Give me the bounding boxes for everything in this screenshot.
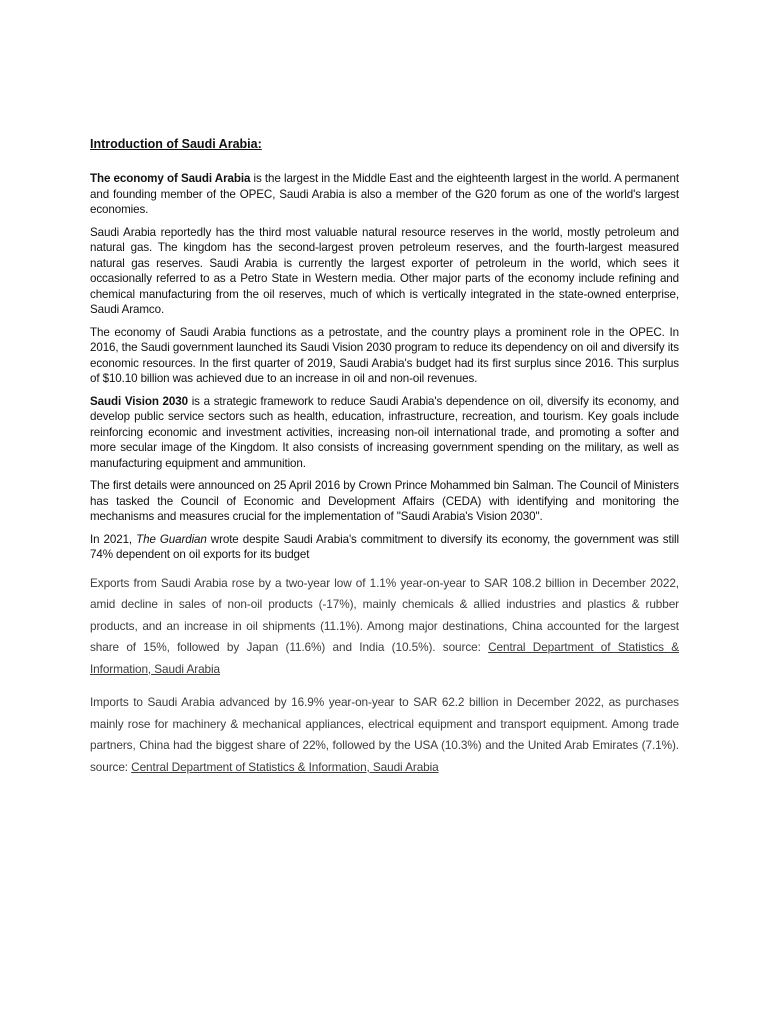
paragraph-natural-resources: Saudi Arabia reportedly has the third most valuable natural resource reserves in the world, mostly petroleum and natural gas. The kingdom has the second-largest proven petroleum reserves, and the fourth-largest measured natural gas reserves. Saudi Arabia is currently the largest exporter of petroleum in the world, which sees it occasionally referred to as a Petro State in Western media. Other major parts of the economy include refining and chemical manufacturing from the oil reserves, much of which is vertically integrated in the state-owned enterprise, Saudi Aramco. xyxy=(90,225,679,316)
source-link-imports[interactable]: Central Department of Statistics & Information, Saudi Arabia xyxy=(131,759,439,774)
paragraph-lead-bold: Saudi Vision 2030 xyxy=(90,394,188,408)
source-link-exports[interactable]: Central Department of Statistics & Information, Saudi Arabia xyxy=(90,640,680,676)
paragraph-text: wrote despite Saudi Arabia's commitment to diversify its economy, the government was still 74% dependent on oil exports for its budget xyxy=(90,532,679,561)
publication-name: The Guardian xyxy=(136,532,207,546)
paragraph-text: is a strategic framework to reduce Saudi Arabia's dependence on oil, diversify its economy, and develop public service sectors such as health, education, infrastructure, recreation, and tourism. Key goals include reinforcing economic and investment activities, increasing non-oil international trade, and promoting a softer and more secular image of the Kingdom. It also consists of increasing government spending on the military, as well as manufacturing equipment and ammunition. xyxy=(90,394,679,470)
paragraph-imports xyxy=(90,692,679,778)
paragraph-text: is the largest in the Middle East and the eighteenth largest in the world. A permanent and founding member of the OPEC, Saudi Arabia is also a member of the G20 forum as one of the world's largest economies. xyxy=(90,172,679,216)
paragraph-text: Imports to Saudi Arabia advanced by 16.9% year-on-year to SAR 62.2 billion in December 2022, as purchases mainly rose for machinery & mechanical appliances, electrical equipment and transport equipment. Among trade partners, China had the biggest share of 22%, followed by the USA (10.3%) and the United Arab Emirates (7.1%). source: xyxy=(90,695,679,774)
paragraph-vision-2030 xyxy=(90,394,679,472)
paragraph-exports xyxy=(90,573,679,681)
document-page xyxy=(90,136,679,790)
paragraph-announcement: The first details were announced on 25 April 2016 by Crown Prince Mohammed bin Salman. The Council of Ministers has tasked the Council of Economic and Development Affairs (CEDA) with identifying and monitoring the mechanisms and measures crucial for the implementation of "Saudi Arabia's Vision 2030". xyxy=(90,479,679,523)
paragraph-text: Exports from Saudi Arabia rose by a two-year low of 1.1% year-on-year to SAR 108.2 billion in December 2022, amid decline in sales of non-oil products (-17%), mainly chemicals & allied industries and plastics & rubber products, and an increase in oil shipments (11.1%). Among major destinations, China accounted for the largest share of 15%, followed by Japan (11.6%) and India (10.5%). source: xyxy=(90,575,679,654)
paragraph-guardian xyxy=(90,532,679,563)
paragraph-lead-bold: The economy of Saudi Arabia xyxy=(90,172,251,185)
document-heading: Introduction of Saudi Arabia: xyxy=(90,137,262,151)
paragraph-economy-intro xyxy=(90,171,679,218)
paragraph-petrostate: The economy of Saudi Arabia functions as a petrostate, and the country plays a prominent role in the OPEC. In 2016, the Saudi government launched its Saudi Vision 2030 program to reduce its dependency on oil and diversify its economic resources. In the first quarter of 2019, Saudi Arabia's budget had its first surplus since 2016. This surplus of $10.10 billion was achieved due to an increase in oil and non-oil revenues. xyxy=(90,325,679,385)
paragraph-text: In 2021, xyxy=(90,532,137,546)
